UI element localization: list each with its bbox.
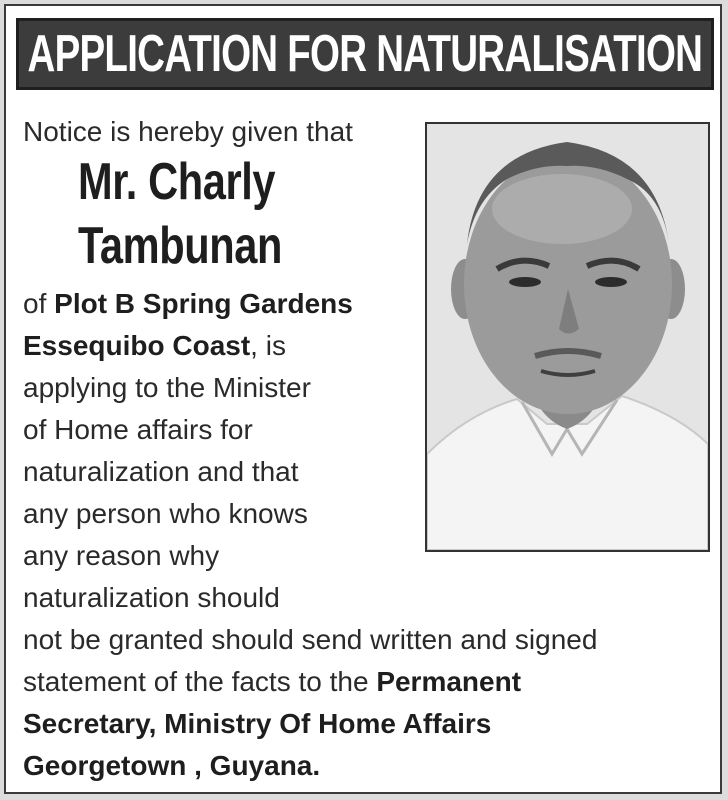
recipient-part3: Georgetown , Guyana.: [23, 750, 321, 781]
body-line-7: not be granted should send written and signed: [23, 624, 598, 655]
body-line-4: any person who knows: [23, 498, 308, 529]
body-line-1: applying to the Minister: [23, 372, 311, 403]
applicant-name-line2: Tambunan: [78, 217, 283, 275]
body-line-3: naturalization and that: [23, 456, 299, 487]
address-part1: Plot B Spring Gardens: [54, 288, 353, 319]
portrait-illustration: [427, 124, 708, 550]
body-line-6: naturalization should: [23, 582, 280, 613]
portrait-photo: [425, 122, 710, 552]
title-banner: [16, 18, 714, 90]
recipient-part1: Permanent: [376, 666, 522, 697]
notice-advert: [4, 4, 722, 794]
address-line1: [23, 288, 353, 320]
statement-text: statement of the facts to the: [23, 666, 377, 697]
recipient-part2: Secretary, Ministry Of Home Affairs: [23, 708, 492, 739]
city-line: [23, 750, 320, 782]
is-word: , is: [250, 330, 286, 361]
recipient-line: [23, 708, 491, 740]
applicant-name-line1: Mr. Charly: [78, 153, 276, 211]
intro-line: Notice is hereby given that: [23, 116, 353, 147]
body-line-8: [23, 666, 521, 698]
notice-title: APPLICATION FOR NATURALISATION: [27, 25, 703, 83]
body-line-2: of Home affairs for: [23, 414, 253, 445]
body-line-5: any reason why: [23, 540, 220, 571]
address-line2: [23, 330, 286, 362]
of-word: of: [23, 288, 55, 319]
address-part2: Essequibo Coast: [23, 330, 251, 361]
